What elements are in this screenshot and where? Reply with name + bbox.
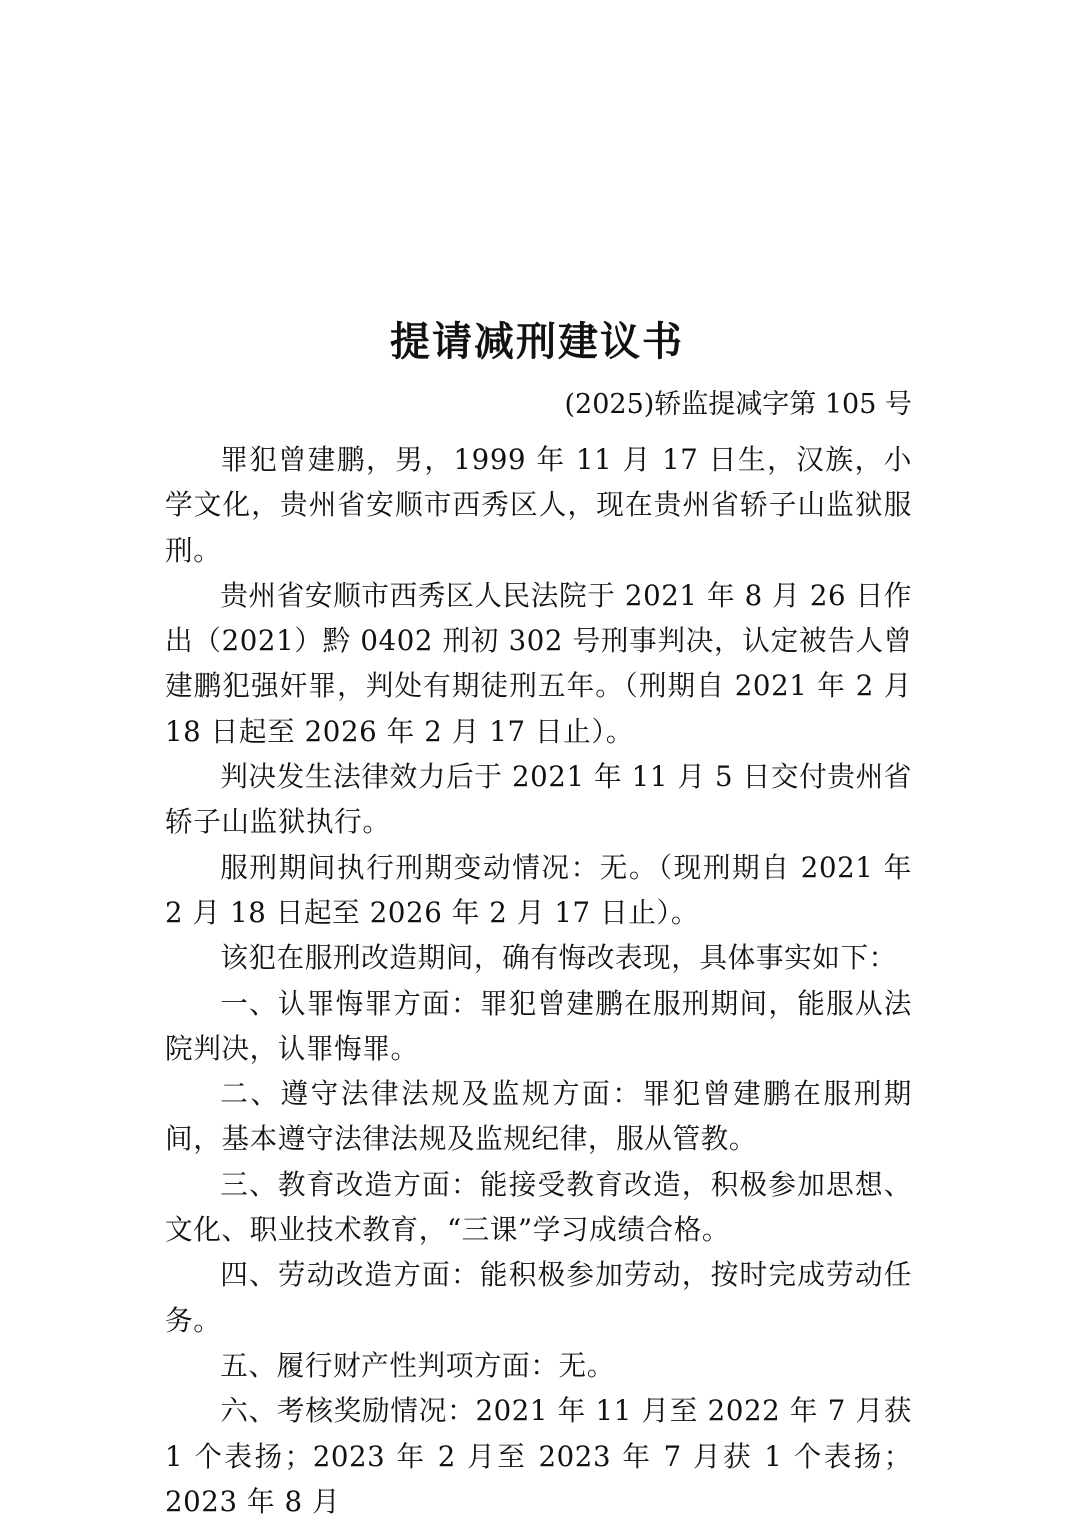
paragraph-sentence-change: 服刑期间执行刑期变动情况：无。（现刑期自 2021 年 2 月 18 日起至 2026 年 2 月 17 日止）。 [165,850,912,929]
paragraph-law-compliance: 二、遵守法律法规及监规方面：罪犯曾建鹏在服刑期间，基本遵守法律法规及监规纪律，服从管教。 [165,1077,912,1156]
paragraph-property: 五、履行财产性判项方面：无。 [220,1348,615,1382]
paragraph-execution: 判决发生法律效力后于 2021 年 11 月 5 日交付贵州省轿子山监狱执行。 [165,760,912,839]
paragraph-criminal-info: 罪犯曾建鹏，男，1999 年 11 月 17 日生，汉族，小学文化，贵州省安顺市西秀区人，现在贵州省轿子山监狱服刑。 [165,443,912,567]
paragraph-rewards: 六、考核奖励情况：2021 年 11 月至 2022 年 7 月获 1 个表扬；2023 年 2 月至 2023 年 7 月获 1 个表扬；2023 年 8 月 [165,1394,912,1518]
document-number: (2025)轿监提减字第 105 号 [564,389,912,420]
document-title: 提请减刑建议书 [390,318,684,365]
paragraph-labor: 四、劳动改造方面：能积极参加劳动，按时完成劳动任务。 [165,1258,912,1337]
paragraph-education: 三、教育改造方面：能接受教育改造，积极参加思想、文化、职业技术教育，“三课”学习成绩合格。 [165,1167,912,1247]
paragraph-repentance-intro: 该犯在服刑改造期间，确有悔改表现，具体事实如下： [220,941,897,975]
paragraph-judgment: 贵州省安顺市西秀区人民法院于 2021 年 8 月 26 日作出（2021）黔 0402 刑初 302 号刑事判决，认定被告人曾建鹏犯强奸罪，判处有期徒刑五年。（刑期自 2021 年 2 月 18 日起至 2026 年 2 月 17 日止）。 [165,578,912,748]
paragraph-confession: 一、认罪悔罪方面：罪犯曾建鹏在服刑期间，能服从法院判决，认罪悔罪。 [165,986,912,1065]
document-body [165,437,912,1524]
